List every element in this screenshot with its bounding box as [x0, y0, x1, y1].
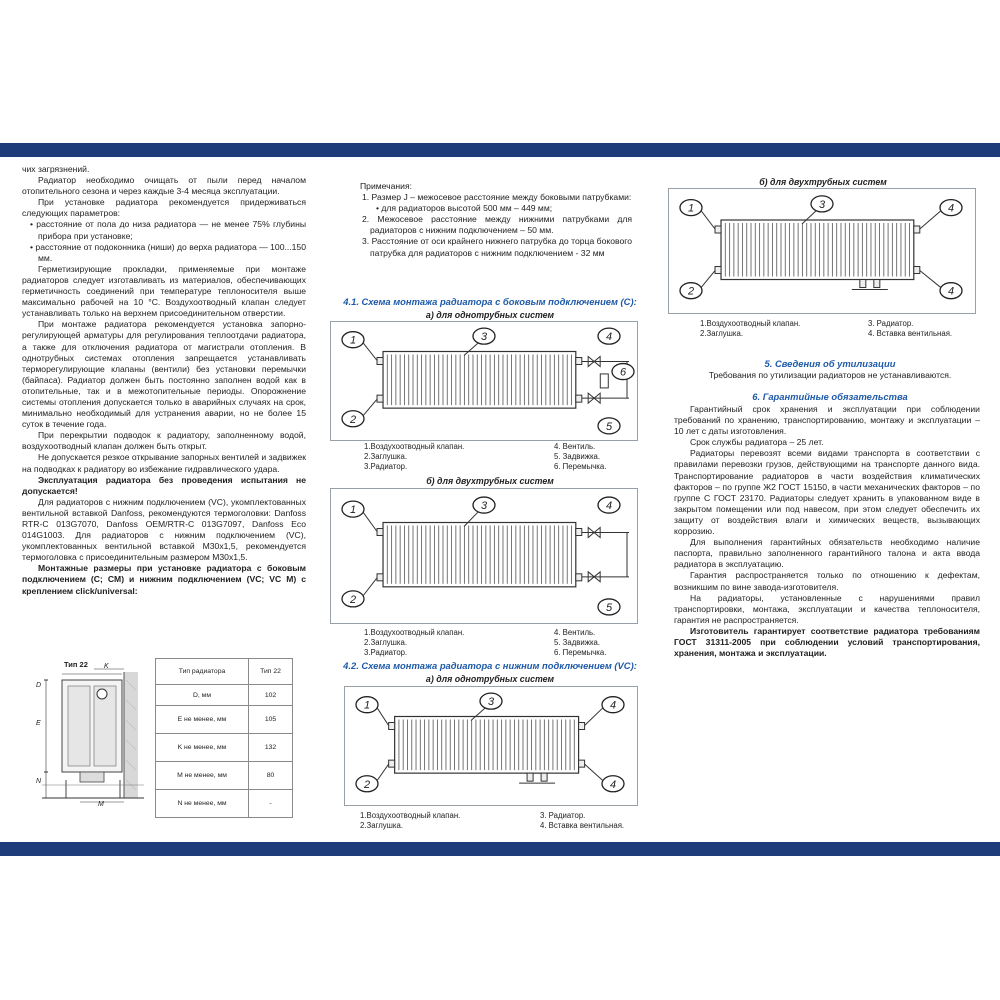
- section-6-heading: 6. Гарантийные обязательства: [752, 391, 908, 402]
- bottom-port-right: [541, 773, 547, 781]
- legend-item: 2.Заглушка.: [364, 452, 408, 461]
- left-p7: Не допускается резкое открывание запорных вентилей и задвижек на подводках к радиатору во избежание гидравлического удара.: [22, 452, 306, 474]
- legend-item: 3.Радиатор.: [364, 462, 408, 471]
- callout-number: 5: [605, 420, 613, 433]
- radiator-body: [383, 352, 576, 409]
- diagram-bottom-two-pipe: [668, 188, 976, 314]
- leader-line: [585, 764, 603, 781]
- left-p3: При установке радиатора рекомендуется придерживаться следующих параметров:: [22, 197, 306, 219]
- callout-number: 4: [605, 500, 613, 513]
- top-left-port: [377, 358, 383, 365]
- top-left-port: [389, 723, 395, 730]
- warranty-p3: Радиаторы перевозят всеми видами транспорта в соответствии с правилами перевозки грузов, действующими на транспорте данного вида. Транспортирование радиаторов в части воздействия климатических факторов – по группе Ж2 ГОСТ 15150, в части механических факторов – по группе С ГОСТ 23170. Радиаторы следует хранить в упакованном виде в закрытом помещении или под навесом, при этом следует обеспечить их защиту от воздействия влаги и химических веществ, вызывающих коррозию.: [674, 448, 980, 537]
- legend-item: 3.Радиатор.: [364, 648, 408, 657]
- radiator-side-view-figure: [24, 660, 150, 810]
- legend-item: 4. Вентиль.: [554, 628, 596, 637]
- legend-item: 1.Воздухоотводный клапан.: [360, 811, 461, 820]
- section-6-body: [674, 404, 980, 659]
- callout-number: 1: [687, 202, 695, 215]
- table-row-label: M не менее, мм: [156, 762, 249, 790]
- notes-title: Примечания:: [360, 181, 413, 191]
- table-header-22: Тип 22: [249, 659, 293, 685]
- bottom-right-port: [579, 760, 585, 767]
- dim-label-e: E: [36, 720, 41, 727]
- warranty-p2: Срок службы радиатора – 25 лет.: [690, 437, 824, 448]
- note-1-bullet: • для радиаторов высотой 500 мм – 449 мм;: [376, 203, 553, 214]
- left-p9: Для радиаторов с нижним подключением (VC), укомплектованных вентильной вставкой Danfoss, рекомендуются термоголовки: Danfoss RTR-C 013G7070, Danfoss OEM/RTR-C 013G7097, Danfoss Eco 014G1003. Для радиаторов с нижним подключением (VC), укомплектованных вентильной вставкой M30x1,5, рекомендуется термоголовка с присоединительным размером M30x1,5.: [22, 496, 306, 563]
- leader-line: [701, 211, 715, 229]
- warranty-p6: На радиаторы, установленные с нарушениями правил транспортировки, монтажа, эксплуатации и качества теплоносителя, гарантия не распространяется.: [674, 592, 980, 625]
- dim-label-d: D: [36, 682, 42, 689]
- leader-line: [585, 708, 603, 726]
- table-row-value: -: [249, 790, 293, 818]
- leader-line: [363, 399, 377, 416]
- legend-item: 2.Заглушка.: [700, 329, 744, 338]
- left-bullet1: • расстояние от пола до низа радиатора — не менее 75% глубины прибора при установке;: [30, 219, 306, 241]
- legend-item: 5. Задвижка.: [554, 638, 601, 647]
- leader-line: [701, 271, 715, 288]
- callout-number: 1: [363, 699, 371, 712]
- table-row-value: 102: [249, 685, 293, 706]
- top-right-port: [576, 358, 582, 365]
- top-blue-band: [0, 143, 1000, 157]
- bypass-fitting: [600, 374, 608, 388]
- radiator-body: [395, 717, 579, 774]
- bottom-right-port: [914, 267, 920, 274]
- legend-item: 6. Перемычка.: [554, 462, 607, 471]
- section-5-text: Требования по утилизации радиаторов не устанавливаются.: [708, 370, 952, 380]
- legend-item: 3. Радиатор.: [540, 811, 586, 820]
- bottom-left-port: [389, 760, 395, 767]
- leader-line: [363, 512, 377, 531]
- top-left-port: [377, 529, 383, 536]
- subsection-two-pipe-bottom: б) для двухтрубных систем: [759, 177, 887, 187]
- callout-number: 4: [605, 331, 613, 344]
- leader-line: [920, 211, 941, 229]
- callout-number: 2: [349, 593, 357, 606]
- top-right-port: [576, 529, 582, 536]
- note-2: 2. Межосевое расстояние между нижними патрубками для радиаторов с нижним подключением – 50 мм.: [362, 214, 632, 236]
- callout-number: 4: [609, 699, 617, 712]
- legend-bottom-two: [700, 319, 970, 341]
- warranty-p7: Изготовитель гарантирует соответствие радиатора требованиям ГОСТ 31311-2005 при соблюдении условий транспортирования, хранения, монтажа и эксплуатации.: [674, 625, 980, 659]
- section-5-text-wrap: [680, 370, 980, 381]
- diagram-bottom-single-pipe: [344, 686, 638, 806]
- bottom-right-port: [576, 395, 582, 402]
- legend-item: 4. Вентиль.: [554, 442, 596, 451]
- dimensions-table: [155, 658, 293, 818]
- diagram-side-two-pipe: [330, 488, 638, 624]
- subsection-single-pipe-bottom: а) для однотрубных систем: [425, 674, 555, 684]
- bottom-left-port: [377, 574, 383, 581]
- left-warning: Эксплуатация радиатора без проведения испытания не допускается!: [22, 474, 306, 496]
- table-row-label: K не менее, мм: [156, 734, 249, 762]
- legend-item: 1.Воздухоотводный клапан.: [700, 319, 801, 328]
- left-bullet2: • расстояние от подоконника (ниши) до верха радиатора — 100...150 мм.: [30, 241, 306, 263]
- callout-number: 6: [619, 366, 627, 379]
- callout-number: 3: [480, 500, 488, 513]
- callout-number: 3: [480, 331, 488, 344]
- notes-block: [360, 181, 632, 259]
- bottom-port-left: [860, 280, 866, 288]
- left-p5: При монтаже радиатора рекомендуется установка запорно-регулирующей арматуры для регулирования теплоотдачи радиатора, а также для отключения радиатора от магистрали отопления. В однотрубных системах отопления запрещается устанавливать терморегулирующие клапаны (вентили) без установки перемычки (байпаса). Радиатор должен быть постоянно заполнен водой как в отопительные, так и в межотопительные периоды. Опорожнение системы отопления допускается только в аварийных случаях на срок, минимально необходимый для устранения аварии, но не более 15 суток в течение года.: [22, 319, 306, 430]
- legend-item: 2.Заглушка.: [364, 638, 408, 647]
- callout-number: 4: [947, 202, 955, 215]
- table-row-value: 105: [249, 706, 293, 734]
- leader-line: [920, 271, 941, 288]
- top-right-port: [914, 226, 920, 233]
- radiator-body: [721, 220, 914, 280]
- callout-number: 2: [363, 778, 371, 791]
- left-p4: Герметизирующие прокладки, применяемые при монтаже радиаторов следует изготавливать из материалов, обеспечивающих герметичность соединений при температуре теплоносителя выше максимально рабочей на 10 °С. Воздухоотводный клапан следует устанавливать только на верхнем присоединительном отверстии.: [22, 263, 306, 319]
- table-row-value: 132: [249, 734, 293, 762]
- warranty-p4: Для выполнения гарантийных обязательств необходимо наличие паспорта, правильно заполненного гарантийного талона и акта ввода радиатора в эксплуатацию.: [674, 537, 980, 570]
- legend-item: 4. Вставка вентильная.: [540, 821, 625, 830]
- legend-item: 3. Радиатор.: [868, 319, 914, 328]
- leader-line: [363, 578, 377, 596]
- left-p6: При перекрытии подводок к радиатору, заполненному водой, воздухоотводный клапан должен быть открыт.: [22, 430, 306, 452]
- callout-number: 1: [349, 334, 357, 347]
- section-5-heading: 5. Сведения об утилизации: [764, 358, 896, 369]
- bottom-port-left: [527, 773, 533, 781]
- top-right-port: [579, 723, 585, 730]
- legend-side-two: [364, 628, 634, 660]
- left-p1: чих загрязнений.: [22, 164, 90, 174]
- table-row-label: D, мм: [156, 685, 249, 706]
- note-3: 3. Расстояние от оси крайнего нижнего патрубка до торца бокового патрубка для радиаторов с нижним подключением - 32 мм: [362, 236, 632, 258]
- figure-title: Тип 22: [64, 660, 88, 669]
- radiator-body: [383, 523, 576, 587]
- callout-number: 4: [609, 778, 617, 791]
- legend-side-single: [364, 442, 634, 474]
- bottom-right-port: [576, 574, 582, 581]
- top-left-port: [715, 226, 721, 233]
- callout-number: 3: [818, 198, 826, 211]
- dim-label-n: N: [36, 778, 42, 785]
- subsection-single-pipe-side: а) для однотрубных систем: [425, 310, 555, 320]
- leader-line: [377, 764, 389, 781]
- callout-number: 4: [947, 285, 955, 298]
- warranty-p5: Гарантия распространяется только по отношению к дефектам, возникшим по вине завода-изготовителя.: [674, 570, 980, 592]
- legend-item: 5. Задвижка.: [554, 452, 601, 461]
- legend-item: 6. Перемычка.: [554, 648, 607, 657]
- note-1: 1. Размер J – межосевое расстояние между боковыми патрубками:: [362, 192, 632, 203]
- leader-line: [363, 343, 377, 361]
- bottom-blue-band: [0, 842, 1000, 856]
- legend-item: 4. Вставка вентильная.: [868, 329, 953, 338]
- callout-number: 2: [687, 285, 695, 298]
- diagram-side-single-pipe: [330, 321, 638, 441]
- left-p2: Радиатор необходимо очищать от пыли перед началом отопительного сезона и через каждые 3-4 месяца эксплуатации.: [22, 175, 306, 197]
- table-row-label: E не менее, мм: [156, 706, 249, 734]
- warranty-p1: Гарантийный срок хранения и эксплуатации при соблюдении требований по хранению, транспортированию, монтажу и эксплуатации – 10 лет с даты изготовления.: [674, 404, 980, 437]
- bottom-left-port: [715, 267, 721, 274]
- callout-number: 5: [605, 601, 613, 614]
- leader-line: [377, 708, 389, 726]
- table-header-type: Тип радиатора: [156, 659, 249, 685]
- callout-number: 1: [349, 504, 357, 517]
- legend-bottom-single: [360, 811, 630, 833]
- dim-label-k: K: [104, 663, 109, 670]
- section-4-1-heading: 4.1. Схема монтажа радиатора с боковым подключением (C):: [343, 296, 637, 307]
- legend-item: 2.Заглушка.: [360, 821, 404, 830]
- callout-number: 3: [487, 696, 495, 709]
- bottom-port-right: [874, 280, 880, 288]
- subsection-two-pipe-side: б) для двухтрубных систем: [426, 476, 554, 486]
- table-row-value: 80: [249, 762, 293, 790]
- table-row-label: N не менее, мм: [156, 790, 249, 818]
- legend-item: 1.Воздухоотводный клапан.: [364, 628, 465, 637]
- left-column: [22, 164, 306, 597]
- bottom-left-port: [377, 395, 383, 402]
- callout-number: 2: [349, 413, 357, 426]
- left-mounting-heading: Монтажные размеры при установке радиатора с боковым подключением (C; CM) и нижним подключением (VC; VC M) с креплением click/universal:: [22, 563, 306, 596]
- section-4-2-heading: 4.2. Схема монтажа радиатора с нижним подключением (VC):: [343, 660, 637, 671]
- dim-label-m: M: [98, 801, 104, 808]
- legend-item: 1.Воздухоотводный клапан.: [364, 442, 465, 451]
